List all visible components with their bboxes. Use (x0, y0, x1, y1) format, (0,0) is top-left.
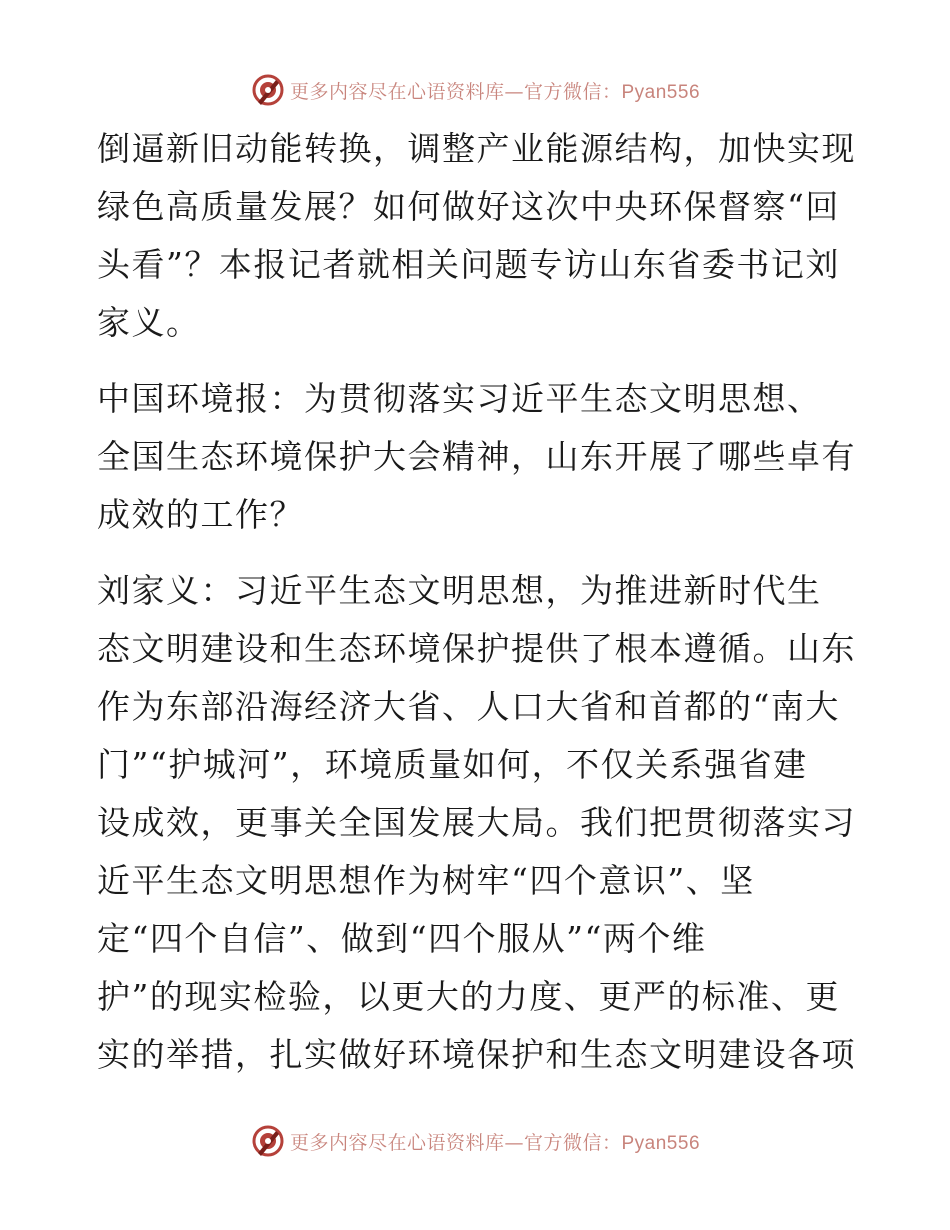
header-banner (0, 70, 950, 110)
text-line: 态文明建设和生态环境保护提供了根本遵循。山东 (97, 629, 856, 668)
text-line: 绿色高质量发展？如何做好这次中央环保督察“回 (97, 187, 840, 226)
text-line: 头看”？本报记者就相关问题专访山东省委书记刘 (97, 245, 840, 284)
text-line: 定“四个自信”、做到“四个服从”“两个维 (97, 919, 707, 958)
text-line: 近平生态文明思想作为树牢“四个意识”、坚 (97, 861, 755, 900)
header-banner-text (290, 77, 700, 104)
article-body (97, 120, 857, 1084)
header-banner-main: 更多内容尽在心语资料库—官方微信： (289, 80, 622, 103)
pen-seal-logo-icon (250, 1123, 286, 1159)
text-line: 中国环境报：为贯彻落实习近平生态文明思想、 (97, 379, 822, 418)
text-line: 家义。 (97, 303, 201, 342)
footer-banner-text (290, 1128, 700, 1155)
text-line: 设成效，更事关全国发展大局。我们把贯彻落实习 (97, 803, 856, 842)
text-line: 作为东部沿海经济大省、人口大省和首都的“南大 (97, 687, 840, 726)
pen-seal-logo-icon (250, 72, 286, 108)
footer-banner-id: Pyan556 (621, 1132, 701, 1154)
text-line: 门”“护城河”，环境质量如何，不仅关系强省建 (97, 745, 808, 784)
text-line: 护”的现实检验，以更大的力度、更严的标准、更 (97, 977, 840, 1016)
paragraph-answer (97, 562, 857, 1084)
text-line: 成效的工作？ (97, 495, 304, 534)
paragraph-intro (97, 120, 857, 352)
footer-banner-main: 更多内容尽在心语资料库—官方微信： (289, 1131, 622, 1154)
footer-banner (0, 1121, 950, 1161)
text-line: 倒逼新旧动能转换，调整产业能源结构，加快实现 (97, 129, 856, 168)
text-line: 全国生态环境保护大会精神，山东开展了哪些卓有 (97, 437, 856, 476)
header-banner-id: Pyan556 (621, 81, 701, 103)
text-line: 刘家义：习近平生态文明思想，为推进新时代生 (97, 571, 822, 610)
paragraph-question (97, 370, 857, 544)
text-line: 实的举措，扎实做好环境保护和生态文明建设各项 (97, 1035, 856, 1074)
